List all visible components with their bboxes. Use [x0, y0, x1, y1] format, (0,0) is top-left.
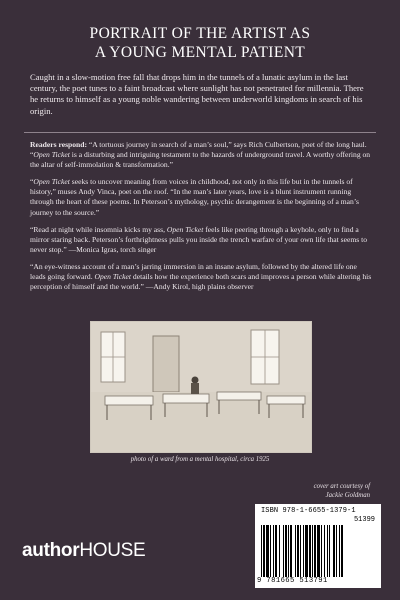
publisher-logo-part-2: HOUSE [79, 540, 146, 561]
review-4 [30, 262, 372, 292]
review-1-text-b: is a disturbing and intriguing testament to the hazards of underground travel. A worthy offering on the altar of self-immolation & transformation.” [30, 150, 371, 170]
isbn-barcode [255, 504, 381, 588]
barcode-bars [261, 525, 375, 577]
review-1-text-a: “A tortuous journey in search of a man’s soul,” says Rich Culbertson, poet of the long haul. “ [30, 140, 367, 160]
divider [24, 132, 376, 133]
review-3-text-b: feels like peering through a keyhole, only to find a mirror staring back. Peterson’s forthrightness pulls you inside the trench warfare of your own life that seems to never stop.” —Monica Igras, torch singer [30, 224, 367, 254]
ward-photo-illustration [91, 322, 311, 452]
review-2-text-a: “ [30, 177, 34, 187]
review-1-book-title: Open Ticket [33, 150, 70, 160]
back-cover-title [0, 24, 400, 62]
review-3-book-title: Open Ticket [166, 224, 204, 234]
reviews-lead: Readers respond: [30, 140, 88, 149]
review-2-text-b: seeks to uncover meaning from voices in childhood, not only in this life but in the tunnels of history,” muses Andy Vinca, poet on the roof. “In the man’s later years, love is a blunt instrument running through the heart of these poems. In Peterson’s mythology, psychic derangement is the beginning of a man’s journey to the source.” [30, 177, 359, 217]
reviews-section [30, 140, 372, 299]
cover-art-credit [250, 483, 370, 500]
credit-line-1: cover art courtesy of [313, 483, 370, 490]
review-2 [30, 177, 372, 217]
hospital-ward-photo [90, 321, 312, 453]
intro-paragraph: Caught in a slow-motion free fall that drops him in the tunnels of a lunatic asylum in the last century, the poet tunes to a faint broadcast where sunlight has not penetrated for millennia. There he returns to himself as a young noble wandering between underworld kingdoms in search of his origin. [30, 72, 364, 116]
publisher-logo-part-1: author [22, 540, 80, 561]
isbn-text: ISBN 978-1-6655-1379-1 [261, 507, 356, 515]
review-4-text-b: details how the experience both scars and improves a person while altering his perception of himself and the world.” —Andy Kirol, high plains observer [30, 272, 372, 292]
price-code: 51399 [353, 516, 375, 524]
review-3 [30, 225, 372, 255]
review-4-book-title: Open Ticket [94, 272, 132, 282]
credit-line-2: Jackie Goldman [325, 491, 370, 499]
title-line-1: PORTRAIT OF THE ARTIST AS [89, 25, 311, 42]
publisher-logo [22, 540, 145, 562]
photo-caption: photo of a ward from a mental hospital, circa 1925 [130, 456, 270, 463]
review-2-book-title: Open Ticket [33, 177, 70, 187]
review-4-text-a: “An eye-witness account of a man’s jarring immersion in an insane asylum, followed by the altered life one leads going forward. [30, 261, 357, 282]
ean-digits: 9 781665 513791 [257, 577, 328, 585]
review-3-text-a: “Read at night while insomnia kicks my ass, [30, 224, 167, 234]
title-line-2: A YOUNG MENTAL PATIENT [94, 44, 306, 61]
review-1 [30, 140, 372, 170]
